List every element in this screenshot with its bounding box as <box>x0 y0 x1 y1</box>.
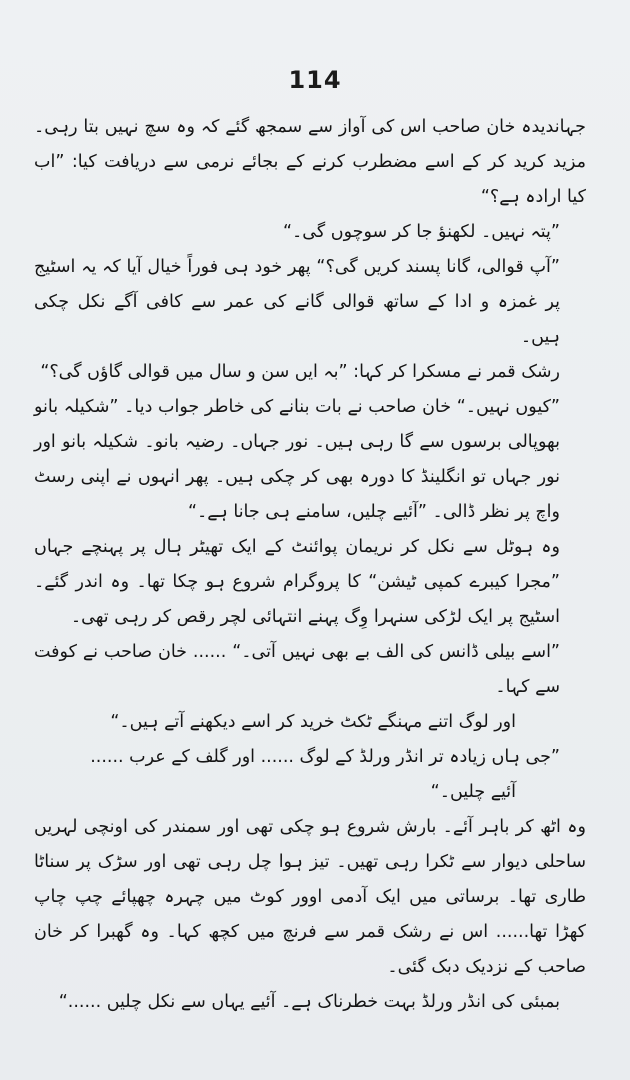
paragraph: ”اسے بیلی ڈانس کی الف بے بھی نہیں آتی۔“ ...... خان صاحب نے کوفت سے کہا۔ <box>34 642 560 697</box>
paragraph: آئیے چلیں۔“ <box>430 782 516 802</box>
paragraph: ”کیوں نہیں۔“ خان صاحب نے بات بنانے کی خاطر جواب دیا۔ ”شکیلہ بانو بھوپالی برسوں سے گا رہی ہیں۔ نور جہاں۔ رضیہ بانو۔ شکیلہ بانو اور نور جہاں تو انگلینڈ کا دورہ بھی کر چکی ہیں۔ پھر انہوں نے اپنی رسٹ واچ پر نظر ڈالی۔ ”آئیے چلیں، سامنے ہی جانا ہے۔“ <box>34 397 560 522</box>
paragraph: وہ ہوٹل سے نکل کر نریمان پوائنٹ کے ایک تھیٹر ہال پر پہنچے جہاں ”مجرا کیبرے کمپی ٹیشن“ کا پروگرام شروع ہو چکا تھا۔ وہ اندر گئے۔ اسٹیج پر ایک لڑکی سنہرا وِگ پہنے انتہائی لچر رقص کر رہی تھی۔ <box>34 537 560 627</box>
paragraph: اور لوگ اتنے مہنگے ٹکٹ خرید کر اسے دیکھنے آتے ہیں۔“ <box>110 712 516 732</box>
paragraph: وہ اٹھ کر باہر آئے۔ بارش شروع ہو چکی تھی اور سمندر کی اونچی لہریں ساحلی دیوار سے ٹکرا رہی تھیں۔ تیز ہوا چل رہی تھی اور سڑک پر سناٹا طاری تھا۔ برساتی میں ایک آدمی اوور کوٹ میں چہرہ چھپائے چپ چاپ کھڑا تھا...... اس نے رشک قمر سے فرنچ میں کچھ کہا۔ وہ گھبرا کر خان صاحب کے نزدیک دبک گئی۔ <box>34 817 586 977</box>
paragraph: ”پتہ نہیں۔ لکھنؤ جا کر سوچوں گی۔“ <box>282 222 560 242</box>
paragraph: ”آپ قوالی، گانا پسند کریں گی؟“ پھر خود ہی فوراً خیال آیا کہ یہ اسٹیج پر غمزہ و ادا کے ساتھ قوالی گانے کی عمر سے کافی آگے نکل چکی ہیں۔ <box>34 257 560 347</box>
paragraph: رشک قمر نے مسکرا کر کہا: ”بہ ایں سن و سال میں قوالی گاؤں گی؟“ <box>40 362 560 382</box>
page-body-text <box>34 110 586 1020</box>
page-number: 114 <box>288 66 342 94</box>
paragraph: ”جی ہاں زیادہ تر انڈر ورلڈ کے لوگ ...... اور گلف کے عرب ...... <box>90 747 560 767</box>
paragraph: بمبئی کی انڈر ورلڈ بہت خطرناک ہے۔ آئیے یہاں سے نکل چلیں ......“ <box>58 992 560 1012</box>
paragraph: جہاندیدہ خان صاحب اس کی آواز سے سمجھ گئے کہ وہ سچ نہیں بتا رہی۔ مزید کرید کر کے اسے مضطرب کرنے کے بجائے نرمی سے دریافت کیا: ”اب کیا ارادہ ہے؟“ <box>34 117 586 207</box>
